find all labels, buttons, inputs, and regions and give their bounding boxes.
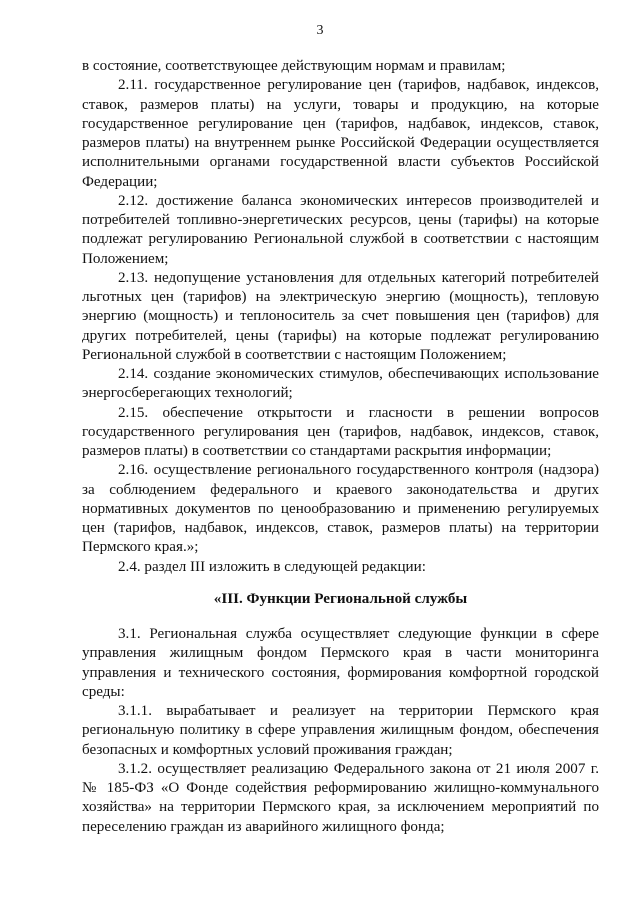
paragraph-continuation: в состояние, соответствующее действующим нормам и правилам; <box>82 58 506 74</box>
paragraph-2-15: 2.15. обеспечение открытости и гласности в решении вопросов государственного регулирования цен (тарифов, надбавок, индексов, ставок, размеров платы) в соответствии со стандартами раскрытия информации; <box>82 404 599 459</box>
paragraph-2-13: 2.13. недопущение установления для отдельных категорий потребителей льготных цен (тарифов) на электрическую энергию (мощность), тепловую энергию (мощность) и теплоноситель за счет повышения цен (тарифов) для других потребителей, цены (тарифы) на которые подлежат регулированию Региональной службой в соответствии с настоящим Положением; <box>82 269 599 363</box>
paragraph-3-1-2: 3.1.2. осуществляет реализацию Федерального закона от 21 июля 2007 г. № 185-ФЗ «О Фонде содействия реформированию жилищно-коммунального хозяйства» на территории Пермского края, за исключением мероприятий по переселению граждан из аварийного жилищного фонда; <box>82 760 599 835</box>
section-heading: «III. Функции Региональной службы <box>213 590 468 607</box>
paragraph-2-4: 2.4. раздел III изложить в следующей редакции: <box>118 558 426 575</box>
paragraph-2-12: 2.12. достижение баланса экономических интересов производителей и потребителей топливно-энергетических ресурсов, цены (тарифы) на которые подлежат регулированию Региональной службой в соответствии с настоящим Положением; <box>82 192 599 267</box>
paragraph-2-16: 2.16. осуществление регионального государственного контроля (надзора) за соблюдением федерального и краевого законодательства и других нормативных документов по ценообразованию и применению регулируемых цен (тарифов, надбавок, индексов, ставок, размеров платы) на территории Пермского края.»; <box>82 462 599 556</box>
paragraph-3-1: 3.1. Региональная служба осуществляет следующие функции в сфере управления жилищным фондом Пермского края в части мониторинга управления и технического состояния, формирования комфортной городской среды: <box>82 626 599 700</box>
document-body <box>82 57 599 837</box>
paragraph-3-1-1: 3.1.1. вырабатывает и реализует на территории Пермского края региональную политику в сфере управления жилищным фондом, обеспечения безопасных и комфортных условий проживания граждан; <box>82 703 599 758</box>
page-number: 3 <box>316 23 324 38</box>
paragraph-2-11: 2.11. государственное регулирование цен (тарифов, надбавок, индексов, ставок, размеров платы) на услуги, товары и продукцию, на которые государственное регулирование цен (тарифов, надбавок, индексов, ставок, размеров платы) на внутреннем рынке Российской Федерации осуществляется исполнительными органами государственной власти субъектов Российской Федерации; <box>82 77 599 190</box>
paragraph-2-14: 2.14. создание экономических стимулов, обеспечивающих использование энергосберегающих технологий; <box>82 366 599 402</box>
